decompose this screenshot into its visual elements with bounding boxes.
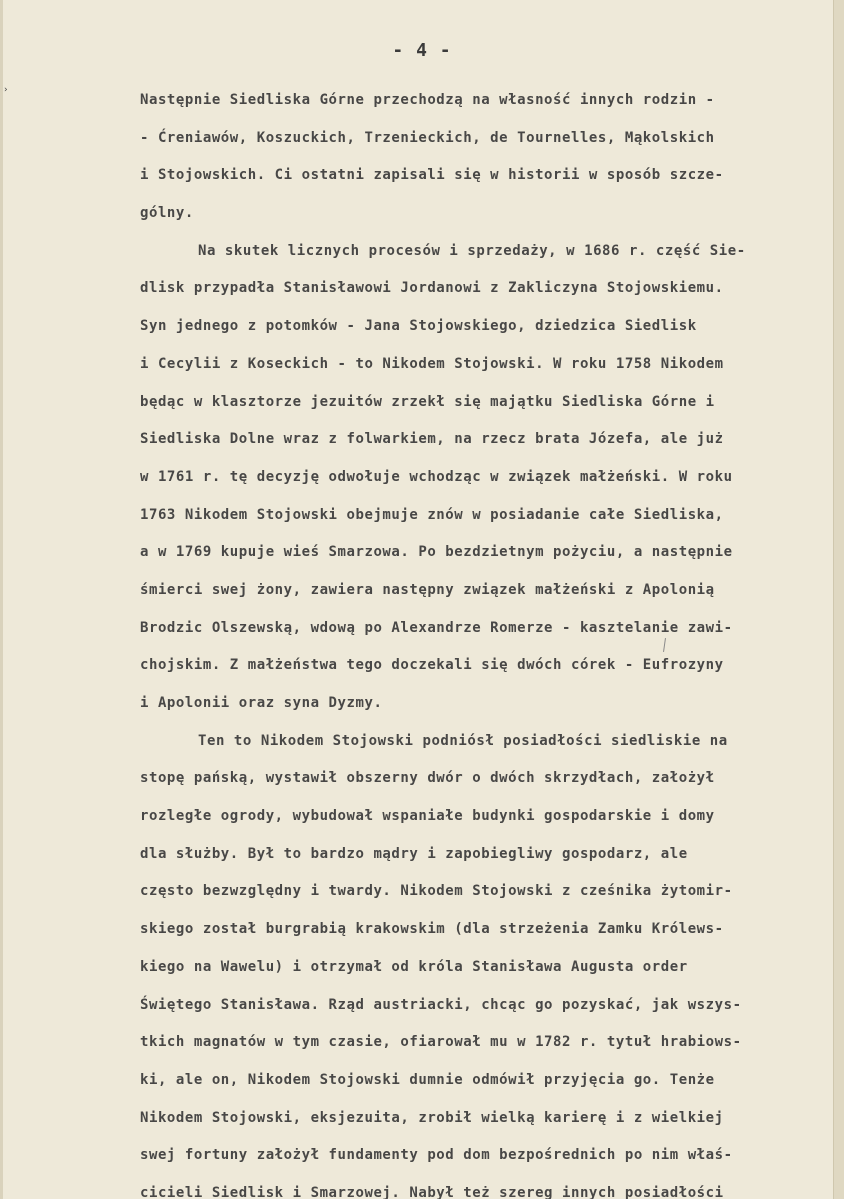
text-line: Na skutek licznych procesów i sprzedaży, w 1686 r. część Sie- <box>198 242 746 259</box>
text-line: będąc w klasztorze jezuitów zrzekł się majątku Siedliska Górne i <box>140 393 715 410</box>
text-line: swej fortuny założył fundamenty pod dom bezpośrednich po nim właś- <box>140 1147 733 1164</box>
text-line: stopę pańską, wystawił obszerny dwór o dwóch skrzydłach, założył <box>140 770 715 787</box>
text-line: cicieli Siedlisk i Smarzowej. Nabył też szereg innych posiadłości <box>140 1184 724 1199</box>
text-line: rozległe ogrody, wybudował wspaniałe budynki gospodarskie i domy <box>140 808 715 825</box>
text-line: kiego na Wawelu) i otrzymał od króla Stanisława Augusta order <box>140 958 688 975</box>
text-line: i Stojowskich. Ci ostatni zapisali się w historii w sposób szcze- <box>140 167 724 184</box>
text-line: dlisk przypadła Stanisławowi Jordanowi z Zakliczyna Stojowskiemu. <box>140 280 724 297</box>
text-line: - Ćreniawów, Koszuckich, Trzenieckich, de Tournelles, Mąkolskich <box>140 129 715 146</box>
page-number: - 4 - <box>392 40 452 61</box>
text-line: Syn jednego z potomków - Jana Stojowskiego, dziedzica Siedlisk <box>140 318 697 335</box>
text-line: skiego został burgrabią krakowskim (dla strzeżenia Zamku Królews- <box>140 921 724 938</box>
text-line: i Apolonii oraz syna Dyzmy. <box>140 695 383 711</box>
typewritten-body <box>140 82 830 1199</box>
text-line: chojskim. Z małżeństwa tego doczekali się dwóch córek - Eufrozyny <box>140 657 724 674</box>
text-line: często bezwzględny i twardy. Nikodem Stojowski z cześnika żytomir- <box>140 883 733 900</box>
text-line: w 1761 r. tę decyzję odwołuje wchodząc w związek małżeński. W roku <box>140 468 733 485</box>
text-line: śmierci swej żony, zawiera następny związek małżeński z Apolonią <box>140 581 715 598</box>
text-line: Nikodem Stojowski, eksjezuita, zrobił wielką karierę i z wielkiej <box>140 1109 724 1126</box>
text-line: tkich magnatów w tym czasie, ofiarował mu w 1782 r. tytuł hrabiows- <box>140 1034 742 1051</box>
text-line: Siedliska Dolne wraz z folwarkiem, na rzecz brata Józefa, ale już <box>140 431 724 448</box>
text-line: gólny. <box>140 205 194 222</box>
text-line: Świętego Stanisława. Rząd austriacki, chcąc go pozyskać, jak wszys- <box>140 996 742 1013</box>
text-line: 1763 Nikodem Stojowski obejmuje znów w posiadanie całe Siedliska, <box>140 506 724 523</box>
text-line: i Cecylii z Koseckich - to Nikodem Stojowski. W roku 1758 Nikodem <box>140 355 724 372</box>
text-line: a w 1769 kupuje wieś Smarzowa. Po bezdzietnym pożyciu, a następnie <box>140 544 733 561</box>
page-left-edge <box>0 0 3 1199</box>
text-line: ki, ale on, Nikodem Stojowski dumnie odmówił przyjęcia go. Tenże <box>140 1071 715 1088</box>
page-right-edge <box>833 0 844 1199</box>
text-line: Brodzic Olszewską, wdową po Alexandrze Romerze - kasztelanie zawi- <box>140 619 733 636</box>
text-line: dla służby. Był to bardzo mądry i zapobiegliwy gospodarz, ale <box>140 845 688 862</box>
margin-tick-mark: › <box>4 85 8 95</box>
text-line: Następnie Siedliska Górne przechodzą na własność innych rodzin - <box>140 92 715 108</box>
text-line: Ten to Nikodem Stojowski podniósł posiadłości siedliskie na <box>198 732 728 749</box>
